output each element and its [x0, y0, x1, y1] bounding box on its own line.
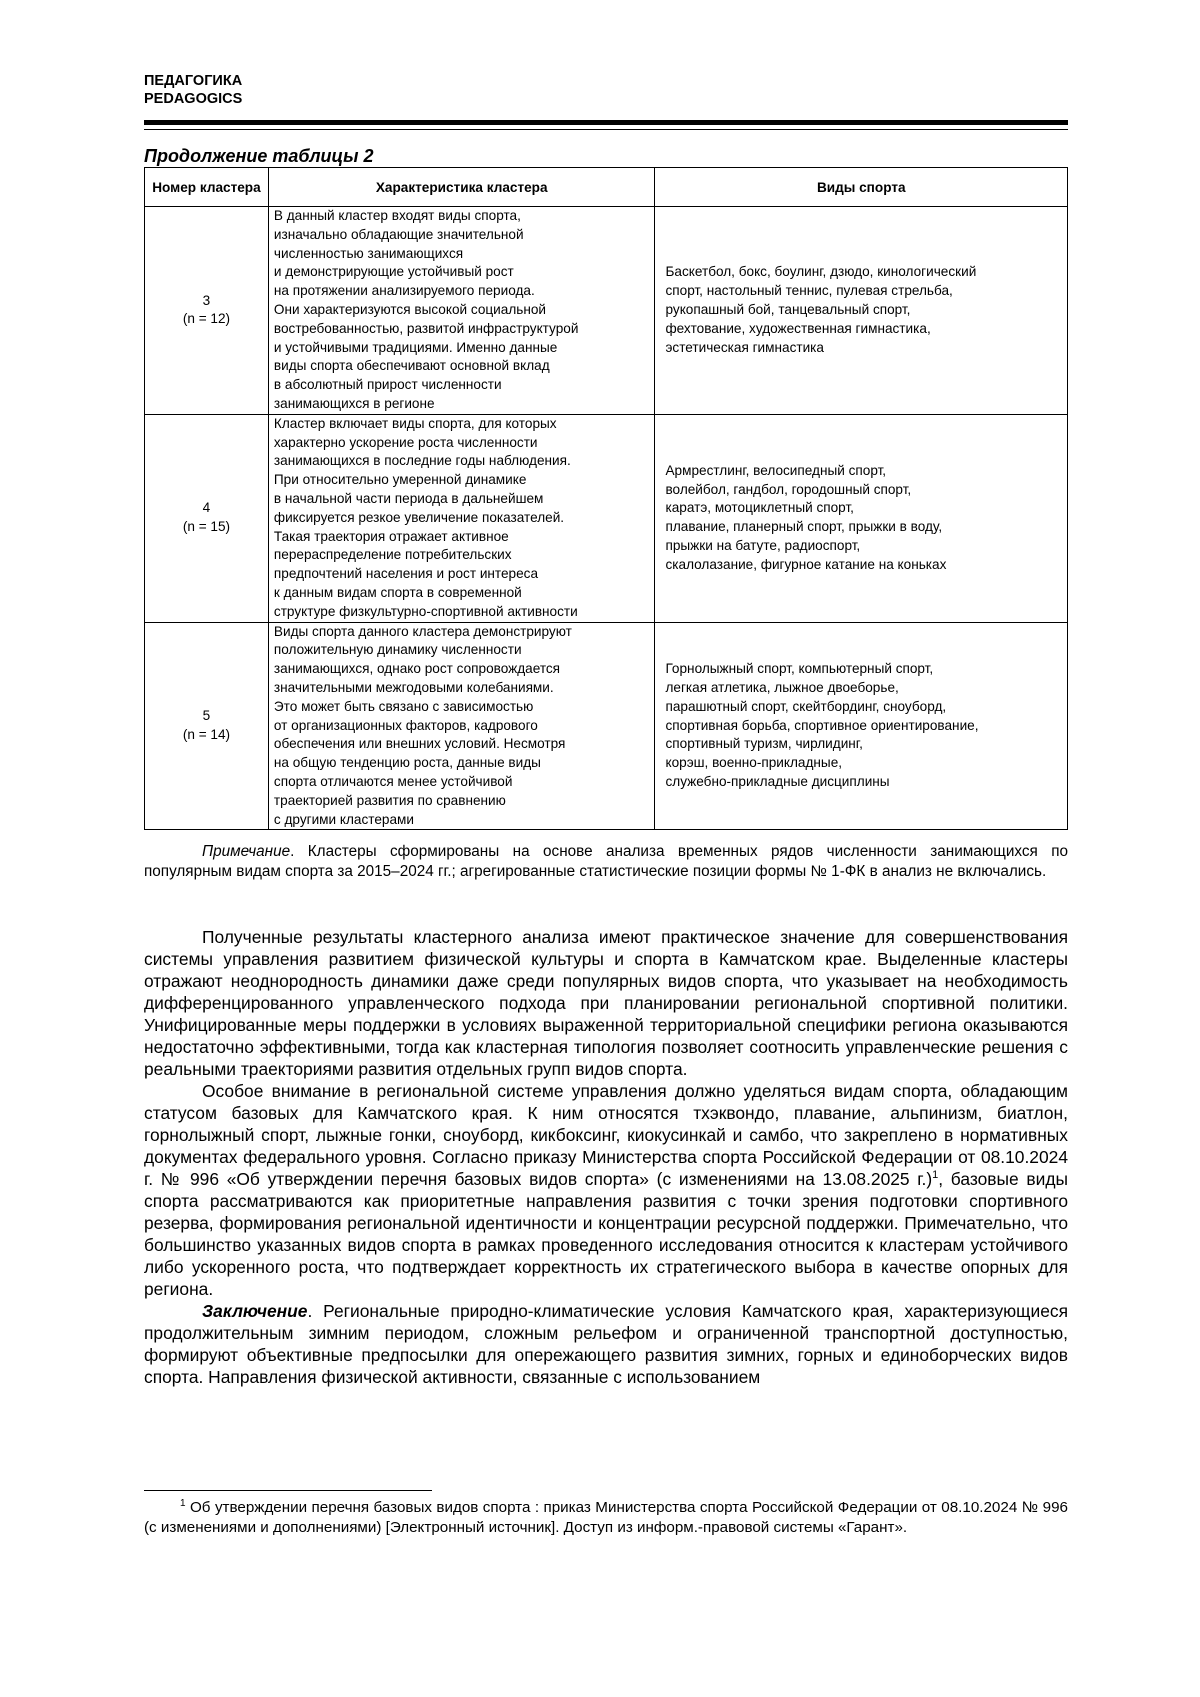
cluster-table: [144, 167, 1068, 830]
cluster-sports: Армрестлинг, велосипедный спорт, волейбол, гандбол, городошный спорт, каратэ, мотоциклетный спорт, плавание, планерный спорт, прыжки в воду, прыжки на батуте, радиоспорт, скалолазание, фигурное катание на коньках: [655, 414, 1068, 622]
cluster-description: Кластер включает виды спорта, для которых характерно ускорение роста численности занимающихся в последние годы наблюдения. При относительно умеренной динамике в начальной части периода в дальнейшем фиксируется резкое увеличение показателей. Такая траектория отражает активное перераспределение потребительских предпочтений населения и рост интереса к данным видам спорта в современной структуре физкультурно-спортивной активности: [268, 414, 655, 622]
table-row: [145, 207, 1068, 415]
cluster-number-cell: [145, 414, 269, 622]
paragraph-3-text: . Региональные природно-климатические условия Камчатского края, характеризующиеся продолжительным зимним периодом, сложным рельефом и ограниченной транспортной доступностью, формируют объективные предпосылки для опережающего развития зимних, горных и единоборческих видов спорта. Направления физической активности, связанные с использованием: [144, 1301, 1068, 1387]
table-note: [144, 842, 1068, 882]
column-header-sports: Виды спорта: [655, 168, 1068, 207]
paragraph-1: Полученные результаты кластерного анализа имеют практическое значение для совершенствования системы управления развитием физической культуры и спорта в Камчатском крае. Выделенные кластеры отражают неоднородность динамики даже среди популярных видов спорта, что указывает на необходимость дифференцированного управленческого подхода при планировании региональной спортивной политики. Унифицированные меры поддержки в условиях выраженной территориальной специфики региона оказываются недостаточно эффективными, тогда как кластерная типология позволяет соотносить управленческие решения с реальными траекториями развития отдельных групп видов спорта.: [144, 927, 1068, 1079]
column-header-number: Номер кластера: [145, 168, 269, 207]
paragraph-2-text: Особое внимание в региональной системе управления должно уделяться видам спорта, обладающим статусом базовых для Камчатского края. К ним относятся тхэквондо, плавание, альпинизм, биатлон, горнолыжный спорт, лыжные гонки, сноуборд, кикбоксинг, киокусинкай и самбо, что закреплено в нормативных документах федерального уровня. Согласно приказу Министерства спорта Российской Федерации от 08.10.2024 г. № 996 «Об утверждении перечня базовых видов спорта» (с изменениями на 13.08.2025 г.): [144, 1081, 1068, 1189]
cluster-size: (n = 15): [182, 519, 231, 535]
paragraph-2: [144, 1080, 1068, 1300]
footnote-separator: [144, 1490, 432, 1491]
footnote-reference[interactable]: 1: [932, 1169, 939, 1182]
conclusion-heading: Заключение: [202, 1301, 308, 1321]
cluster-number: 4: [202, 500, 211, 516]
running-head-en: PEDAGOGICS: [144, 91, 243, 107]
table-row: [145, 622, 1068, 830]
cluster-number: 3: [202, 292, 211, 308]
paragraph-3: [144, 1300, 1068, 1388]
cluster-number-cell: [145, 622, 269, 830]
table-caption: Продолжение таблицы 2: [144, 146, 374, 166]
cluster-sports: Горнолыжный спорт, компьютерный спорт, легкая атлетика, лыжное двоеборье, парашютный спорт, скейтбординг, сноуборд, спортивная борьба, спортивное ориентирование, спортивный туризм, чирлидинг, корэш, военно-прикладные, служебно-прикладные дисциплины: [655, 622, 1068, 830]
footnote-text: Об утверждении перечня базовых видов спорта : приказ Министерства спорта Российской Федерации от 08.10.2024 № 996 (с изменениями и дополнениями) [Электронный источник]. Доступ из информ.-правовой системы «Гарант».: [144, 1499, 1068, 1536]
column-header-characteristic: Характеристика кластера: [268, 168, 655, 207]
table-row: [145, 414, 1068, 622]
cluster-number-cell: [145, 207, 269, 415]
running-head-ru: ПЕДАГОГИКА: [144, 73, 243, 89]
cluster-size: (n = 12): [182, 311, 231, 327]
cluster-number: 5: [202, 708, 211, 724]
table-header-row: [145, 168, 1068, 207]
note-label: Примечание: [202, 843, 291, 860]
footnote: [144, 1498, 1068, 1538]
note-text: . Кластеры сформированы на основе анализа временных рядов численности занимающихся по популярным видам спорта за 2015–2024 гг.; агрегированные статистические позиции формы № 1-ФК в анализ не включались.: [144, 843, 1068, 880]
body-text: [144, 926, 1068, 1388]
cluster-description: В данный кластер входят виды спорта, изначально обладающие значительной численностью занимающихся и демонстрирующие устойчивый рост на протяжении анализируемого периода. Они характеризуются высокой социальной востребованностью, развитой инфраструктурой и устойчивыми традициями. Именно данные виды спорта обеспечивают основной вклад в абсолютный прирост численности занимающихся в регионе: [268, 207, 655, 415]
header-rule-thick: [144, 120, 1068, 125]
cluster-sports: Баскетбол, бокс, боулинг, дзюдо, кинологический спорт, настольный теннис, пулевая стрельба, рукопашный бой, танцевальный спорт, фехтование, художественная гимнастика, эстетическая гимнастика: [655, 207, 1068, 415]
footnote-marker: 1: [180, 1497, 186, 1509]
cluster-description: Виды спорта данного кластера демонстрируют положительную динамику численности занимающихся, однако рост сопровождается значительными межгодовыми колебаниями. Это может быть связано с зависимостью от организационных факторов, кадрового обеспечения или внешних условий. Несмотря на общую тенденцию роста, данные виды спорта отличаются менее устойчивой траекторией развития по сравнению с другими кластерами: [268, 622, 655, 830]
running-head: [144, 72, 242, 108]
header-rule-thin: [144, 129, 1068, 130]
cluster-size: (n = 14): [182, 726, 231, 742]
paragraph-2-continuation: , базовые виды спорта рассматриваются как приоритетные направления развития с точки зрения подготовки спортивного резерва, формирования региональной идентичности и концентрации ресурсной поддержки. Примечательно, что большинство указанных видов спорта в рамках проведенного исследования относится к кластерам устойчивого либо ускоренного роста, что подтверждает корректность их стратегического выбора в качестве опорных для региона.: [144, 1169, 1069, 1299]
